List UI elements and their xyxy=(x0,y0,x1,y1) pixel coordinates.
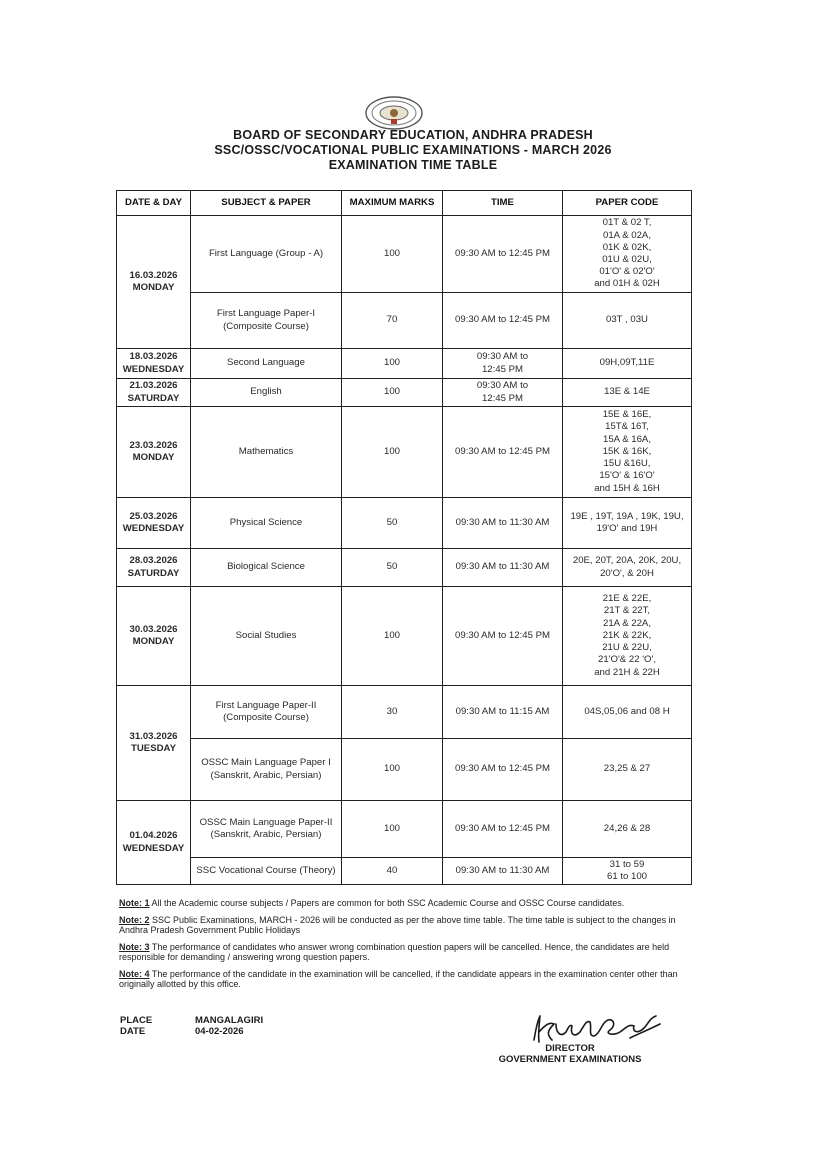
date-cell xyxy=(117,549,191,587)
paper-code-cell: 20E, 20T, 20A, 20K, 20U, 20'O', & 20H xyxy=(563,549,692,587)
signer-title: DIRECTOR xyxy=(545,1043,595,1054)
time-cell: 09:30 AM to 12:45 PM xyxy=(443,216,563,293)
place-date-labels xyxy=(120,1015,152,1037)
board-emblem-logo xyxy=(364,94,424,132)
time-cell: 09:30 AM to 12:45 PM xyxy=(443,801,563,858)
col-header-code: PAPER CODE xyxy=(563,191,692,216)
col-header-subject: SUBJECT & PAPER xyxy=(191,191,342,216)
day-text: MONDAY xyxy=(132,452,175,463)
col-header-marks: MAXIMUM MARKS xyxy=(342,191,443,216)
note-text: The performance of candidates who answer wrong combination question papers will be cancelled. Hence, the candidates are held responsible for demanding / answering wrong question papers. xyxy=(119,941,670,962)
note-text: SSC Public Examinations, MARCH - 2026 will be conducted as per the above time table. The time table is subject to the changes in Andhra Pradesh Government Public Holidays xyxy=(119,914,676,935)
signer-department: GOVERNMENT EXAMINATIONS xyxy=(498,1054,642,1065)
date-value: 04-02-2026 xyxy=(195,1026,244,1037)
place-label: PLACE xyxy=(120,1015,153,1026)
date-text: 25.03.2026 xyxy=(129,510,178,522)
marks-cell: 100 xyxy=(342,587,443,686)
day-text: MONDAY xyxy=(132,636,175,647)
marks-cell: 100 xyxy=(342,801,443,858)
date-cell xyxy=(117,587,191,686)
date-cell xyxy=(117,801,191,885)
table-row xyxy=(117,587,692,686)
subject-cell: OSSC Main Language Paper-II (Sanskrit, Arabic, Persian) xyxy=(191,801,342,858)
time-cell: 09:30 AM to 12:45 PM xyxy=(443,349,563,379)
day-text: TUESDAY xyxy=(131,743,176,754)
document-header xyxy=(0,128,826,173)
date-cell xyxy=(117,216,191,349)
place-date-values xyxy=(195,1015,263,1037)
time-cell: 09:30 AM to 11:15 AM xyxy=(443,686,563,739)
date-cell xyxy=(117,349,191,379)
date-text: 28.03.2026 xyxy=(129,555,178,567)
marks-cell: 100 xyxy=(342,379,443,407)
date-text: 16.03.2026 xyxy=(129,269,178,281)
subject-cell: First Language (Group - A) xyxy=(191,216,342,293)
date-cell xyxy=(117,379,191,407)
subject-cell: Second Language xyxy=(191,349,342,379)
subject-cell: OSSC Main Language Paper I (Sanskrit, Arabic, Persian) xyxy=(191,739,342,801)
marks-cell: 70 xyxy=(342,293,443,349)
marks-cell: 100 xyxy=(342,216,443,293)
paper-code-cell: 19E , 19T, 19A , 19K, 19U, 19'O' and 19H xyxy=(563,498,692,549)
table-row xyxy=(117,293,692,349)
notes-section xyxy=(119,898,691,996)
subject-cell: Physical Science xyxy=(191,498,342,549)
note-1 xyxy=(119,898,691,909)
note-label: Note: 1 xyxy=(119,898,150,908)
note-4 xyxy=(119,969,691,990)
day-text: WEDNESDAY xyxy=(122,842,185,854)
marks-cell: 30 xyxy=(342,686,443,739)
paper-code-cell: 24,26 & 28 xyxy=(563,801,692,858)
paper-code-cell: 15E & 16E, 15T& 16T, 15A & 16A, 15K & 16K, 15U &16U, 15'O' & 16'O' and 15H & 16H xyxy=(563,407,692,498)
date-text: 21.03.2026 xyxy=(129,380,178,392)
table-row xyxy=(117,549,692,587)
marks-cell: 100 xyxy=(342,739,443,801)
paper-code-cell: 03T , 03U xyxy=(563,293,692,349)
subject-cell: First Language Paper-II (Composite Course) xyxy=(191,686,342,739)
time-cell: 09:30 AM to 12:45 PM xyxy=(443,407,563,498)
date-cell xyxy=(117,498,191,549)
date-text: 23.03.2026 xyxy=(129,439,178,451)
marks-cell: 100 xyxy=(342,407,443,498)
marks-cell: 50 xyxy=(342,549,443,587)
board-title: BOARD OF SECONDARY EDUCATION, ANDHRA PRADESH xyxy=(233,128,593,142)
table-row xyxy=(117,801,692,858)
time-cell: 09:30 AM to 11:30 AM xyxy=(443,549,563,587)
paper-code-cell: 13E & 14E xyxy=(563,379,692,407)
time-cell: 09:30 AM to 12:45 PM xyxy=(443,587,563,686)
table-row xyxy=(117,858,692,885)
paper-code-cell: 21E & 22E, 21T & 22T, 21A & 22A, 21K & 22K, 21U & 22U, 21'O'& 22 'O', and 21H & 22H xyxy=(563,587,692,686)
time-cell: 09:30 AM to 11:30 AM xyxy=(443,858,563,885)
date-text: 18.03.2026 xyxy=(129,351,178,363)
note-label: Note: 3 xyxy=(119,941,150,952)
subject-cell: Mathematics xyxy=(191,407,342,498)
time-cell: 09:30 AM to 12:45 PM xyxy=(443,293,563,349)
date-text: 31.03.2026 xyxy=(129,730,178,742)
day-text: SATURDAY xyxy=(127,392,180,404)
col-header-time: TIME xyxy=(443,191,563,216)
table-row xyxy=(117,739,692,801)
note-label: Note: 2 xyxy=(119,914,150,925)
note-text: The performance of the candidate in the examination will be cancelled, if the candidate appears in the examination center other than originally allotted by this office. xyxy=(119,968,678,989)
date-cell xyxy=(117,407,191,498)
table-row xyxy=(117,216,692,293)
table-row xyxy=(117,686,692,739)
day-text: WEDNESDAY xyxy=(122,363,185,375)
day-text: WEDNESDAY xyxy=(122,523,185,534)
table-row xyxy=(117,379,692,407)
paper-code-cell: 31 to 59 61 to 100 xyxy=(563,858,692,885)
date-text: 01.04.2026 xyxy=(129,830,178,842)
table-header-row xyxy=(117,191,692,216)
subject-cell: Social Studies xyxy=(191,587,342,686)
marks-cell: 50 xyxy=(342,498,443,549)
table-row xyxy=(117,407,692,498)
paper-code-cell: 04S,05,06 and 08 H xyxy=(563,686,692,739)
time-cell: 09:30 AM to 12:45 PM xyxy=(443,739,563,801)
note-label: Note: 4 xyxy=(119,968,150,979)
marks-cell: 100 xyxy=(342,349,443,379)
date-cell xyxy=(117,686,191,801)
marks-cell: 40 xyxy=(342,858,443,885)
day-text: MONDAY xyxy=(132,282,175,293)
date-label: DATE xyxy=(120,1026,146,1037)
paper-code-cell: 09H,09T,11E xyxy=(563,349,692,379)
note-text: All the Academic course subjects / Papers are common for both SSC Academic Course and OSSC Course candidates. xyxy=(149,898,625,908)
exam-title: SSC/OSSC/VOCATIONAL PUBLIC EXAMINATIONS - MARCH 2026 xyxy=(214,143,612,157)
note-2 xyxy=(119,915,691,936)
place-value: MANGALAGIRI xyxy=(195,1015,264,1026)
col-header-date: DATE & DAY xyxy=(117,191,191,216)
table-row xyxy=(117,498,692,549)
time-cell: 09:30 AM to 11:30 AM xyxy=(443,498,563,549)
note-3 xyxy=(119,942,691,963)
subject-cell: English xyxy=(191,379,342,407)
paper-code-cell: 23,25 & 27 xyxy=(563,739,692,801)
time-cell: 09:30 AM to 12:45 PM xyxy=(443,379,563,407)
day-text: SATURDAY xyxy=(127,567,180,579)
timetable-title: EXAMINATION TIME TABLE xyxy=(328,158,498,172)
subject-cell: First Language Paper-I (Composite Course) xyxy=(191,293,342,349)
date-text: 30.03.2026 xyxy=(129,623,178,635)
subject-cell: SSC Vocational Course (Theory) xyxy=(191,858,342,885)
subject-cell: Biological Science xyxy=(191,549,342,587)
table-row xyxy=(117,349,692,379)
signer-block xyxy=(470,1043,670,1065)
exam-timetable xyxy=(116,190,692,885)
paper-code-cell: 01T & 02 T, 01A & 02A, 01K & 02K, 01U & 02U, 01'O' & 02'O' and 01H & 02H xyxy=(563,216,692,293)
